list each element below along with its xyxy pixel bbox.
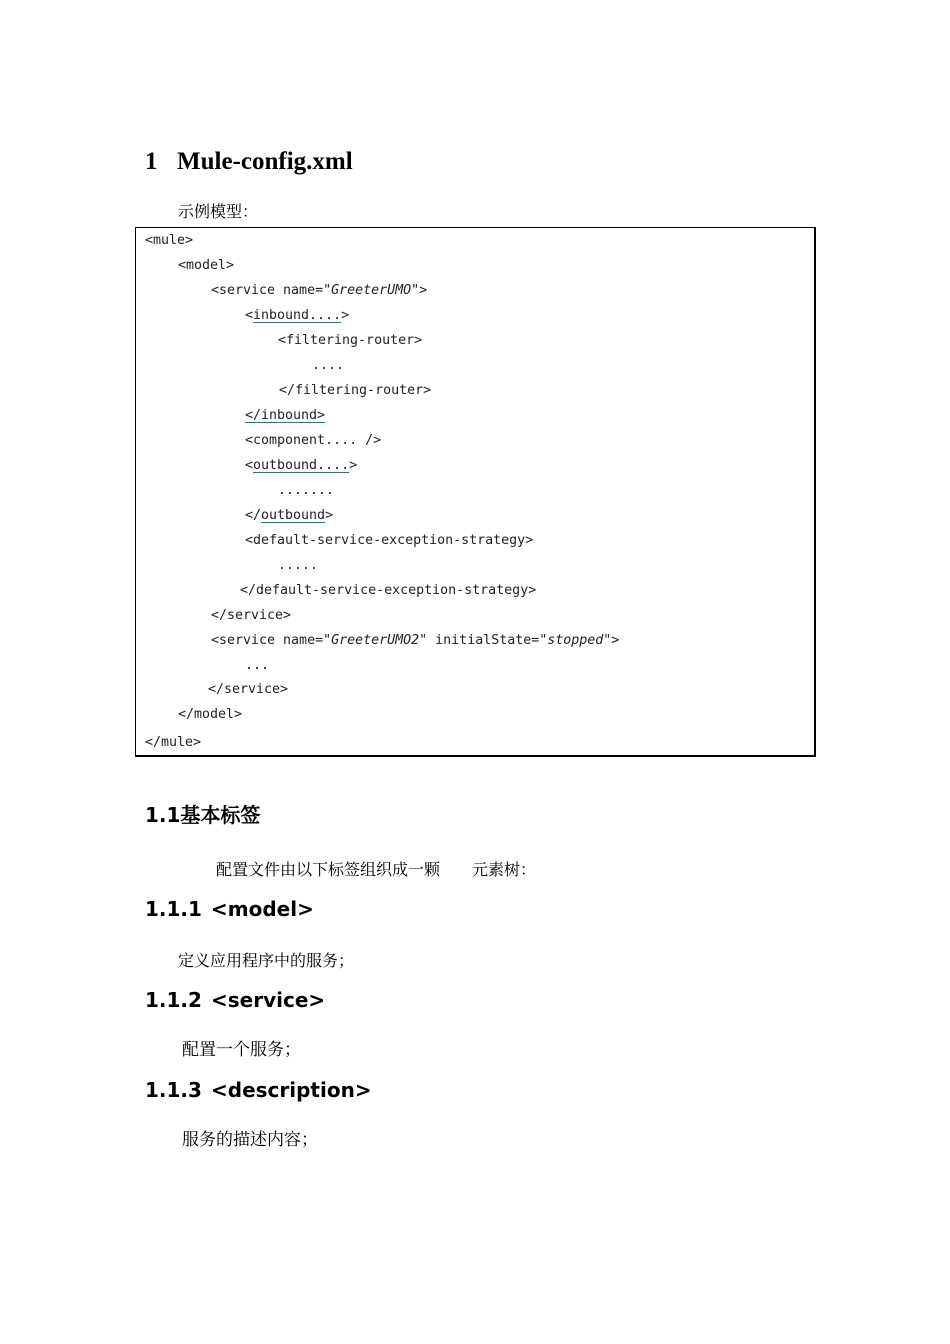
code-line: <mule> <box>145 233 194 248</box>
code-line: </service> <box>211 608 292 623</box>
code-line: </service> <box>208 682 289 697</box>
code-line: </outbound> <box>245 508 334 523</box>
code-line: </model> <box>178 707 243 722</box>
code-line: </default-service-exception-strategy> <box>240 583 537 598</box>
heading-1-number: 1 <box>145 148 158 175</box>
subsection-text: 定义应用程序中的服务； <box>178 951 355 970</box>
subsection-text: 服务的描述内容； <box>182 1130 318 1150</box>
heading-1 <box>145 146 353 178</box>
code-block <box>135 227 816 757</box>
code-line: </filtering-router> <box>279 383 432 398</box>
subsection-heading: 1.1.1 <model> <box>145 897 314 921</box>
subsection-heading: 1.1.2 <service> <box>145 988 326 1012</box>
code-line: <service name="GreeterUMO"> <box>211 283 428 298</box>
intro-text: 示例模型： <box>178 202 259 221</box>
subsection-text: 配置一个服务； <box>182 1040 301 1060</box>
code-line: <service name="GreeterUMO2" initialState="stopped"> <box>211 633 620 648</box>
code-line: ..... <box>278 558 319 573</box>
code-line: </inbound> <box>245 408 326 423</box>
code-line: <default-service-exception-strategy> <box>245 533 534 548</box>
code-line: <filtering-router> <box>278 333 423 348</box>
code-line: ....... <box>278 483 335 498</box>
code-line: </mule> <box>145 735 202 750</box>
code-line: <component.... /> <box>245 433 382 448</box>
code-line: <model> <box>178 258 235 273</box>
code-line: <outbound....> <box>245 458 358 473</box>
code-line: .... <box>312 358 345 373</box>
section-text: 配置文件由以下标签组织成一颗 元素树： <box>216 860 537 879</box>
heading-1-title: Mule-config.xml <box>177 148 353 175</box>
code-line: ... <box>245 658 270 673</box>
section-heading: 1.1基本标签 <box>145 803 261 827</box>
subsection-heading: 1.1.3 <description> <box>145 1078 372 1102</box>
code-line: <inbound....> <box>245 308 350 323</box>
